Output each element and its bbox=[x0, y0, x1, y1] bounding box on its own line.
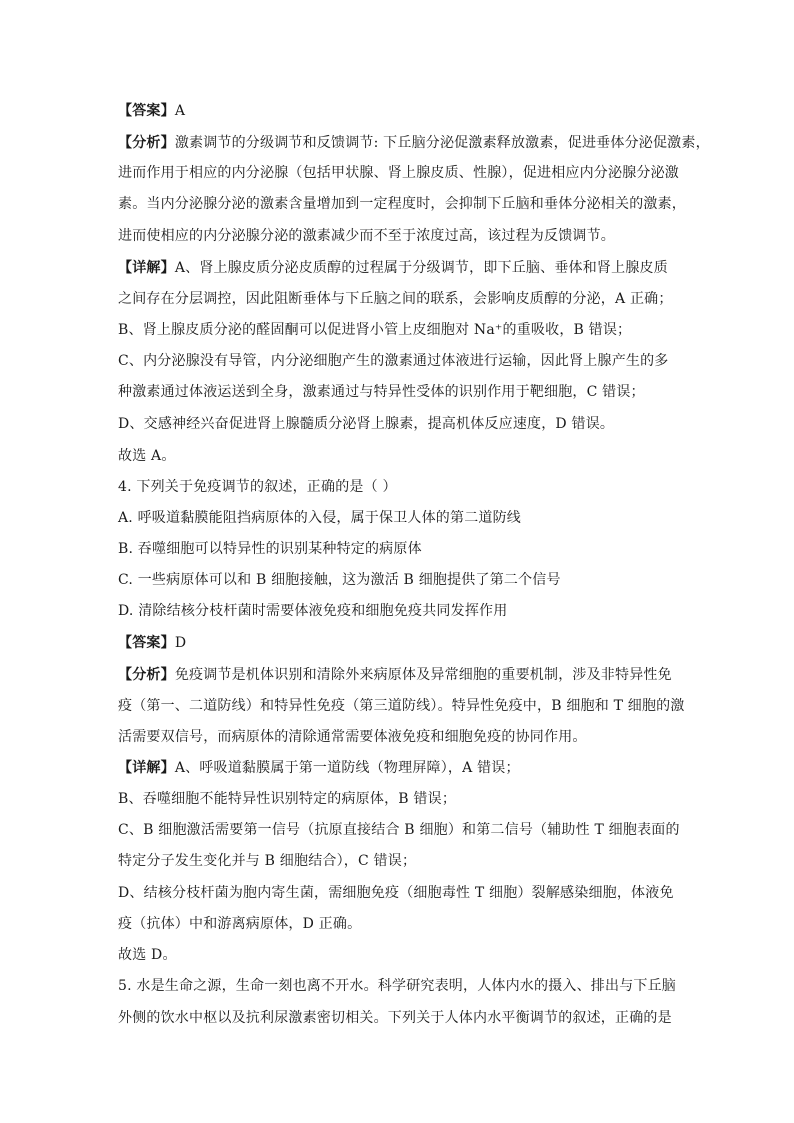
q4-option-a: A. 呼吸道黏膜能阻挡病原体的入侵，属于保卫人体的第二道防线 bbox=[118, 510, 522, 526]
q3-conclusion: 故选 A。 bbox=[118, 448, 176, 464]
answer-value: A bbox=[174, 103, 186, 119]
q4-option-b: B. 吞噬细胞可以特异性的识别某种特定的病原体 bbox=[118, 541, 422, 557]
q4-detail-line-2: B、吞噬细胞不能特异性识别特定的病原体，B 错误； bbox=[118, 791, 457, 807]
q3-detail-line-6: D、交感神经兴奋促进肾上腺髓质分泌肾上腺素，提高机体反应速度，D 错误。 bbox=[118, 416, 615, 432]
q4-analysis-line-2: 疫（第一、二道防线）和特异性免疫（第三道防线）。特异性免疫中，B 细胞和 T 细胞的激 bbox=[118, 698, 685, 714]
q3-analysis-line-1: 【分析】激素调节的分级调节和反馈调节: 下丘脑分泌促激素释放激素，促进垂体分泌促激素， bbox=[118, 135, 710, 151]
q5-stem-line-1: 5. 水是生命之源，生命一刻也离不开水。科学研究表明，人体内水的摄入、排出与下丘脑 bbox=[118, 978, 677, 994]
q3-answer bbox=[118, 101, 185, 121]
detail-tag: 【详解】 bbox=[118, 760, 175, 776]
answer-tag: 【答案】 bbox=[118, 635, 175, 651]
q4-analysis-line-1: 【分析】免疫调节是机体识别和清除外来病原体及异常细胞的重要机制，涉及非特异性免 bbox=[118, 667, 672, 683]
q4-detail-line-4: 特定分子发生变化并与 B 细胞结合），C 错误； bbox=[118, 853, 417, 869]
q4-detail-line-3: C、B 细胞激活需要第一信号（抗原直接结合 B 细胞）和第二信号（辅助性 T 细胞表面的 bbox=[118, 822, 680, 838]
q4-detail-line-5: D、结核分枝杆菌为胞内寄生菌，需细胞免疫（细胞毒性 T 细胞）裂解感染细胞，体液免 bbox=[118, 885, 674, 901]
q4-analysis-line-3: 活需要双信号，而病原体的清除通常需要体液免疫和细胞免疫的协同作用。 bbox=[118, 729, 587, 745]
q3-detail-line-4: C、内分泌腺没有导管，内分泌细胞产生的激素通过体液进行运输，因此肾上腺产生的多 bbox=[118, 353, 669, 369]
detail-tag: 【详解】 bbox=[118, 260, 175, 276]
q4-stem: 4. 下列关于免疫调节的叙述，正确的是（ ） bbox=[118, 479, 397, 495]
analysis-tag: 【分析】 bbox=[118, 135, 175, 151]
answer-tag: 【答案】 bbox=[118, 103, 175, 119]
q3-detail-line-2: 之间存在分层调控，因此阻断垂体与下丘脑之间的联系，会影响皮质醇的分泌，A 正确； bbox=[118, 291, 673, 307]
q4-detail-line-1: 【详解】A、呼吸道黏膜属于第一道防线（物理屏障），A 错误； bbox=[118, 760, 520, 776]
q3-detail-line-3: B、肾上腺皮质分泌的醛固酮可以促进肾小管上皮细胞对 Na⁺的重吸收，B 错误； bbox=[118, 322, 632, 338]
q3-analysis-line-3: 素。当内分泌腺分泌的激素含量增加到一定程度时，会抑制下丘脑和垂体分泌相关的激素， bbox=[118, 196, 686, 212]
q3-detail-line-5: 种激素通过体液运送到全身，激素通过与特异性受体的识别作用于靶细胞，C 错误； bbox=[118, 384, 645, 400]
analysis-tag: 【分析】 bbox=[118, 667, 175, 683]
q3-detail-line-1: 【详解】A、肾上腺皮质分泌皮质醇的过程属于分级调节，即下丘脑、垂体和肾上腺皮质 bbox=[118, 260, 668, 276]
q4-option-d: D. 清除结核分枝杆菌时需要体液免疫和细胞免疫共同发挥作用 bbox=[118, 603, 508, 619]
q4-detail-line-6: 疫（抗体）中和游离病原体，D 正确。 bbox=[118, 916, 362, 932]
q4-answer bbox=[118, 633, 186, 653]
q5-stem-line-2: 外侧的饮水中枢以及抗利尿激素密切相关。下列关于人体内水平衡调节的叙述，正确的是 bbox=[118, 1010, 672, 1026]
q4-conclusion: 故选 D。 bbox=[118, 947, 177, 963]
q4-option-c: C. 一些病原体可以和 B 细胞接触，这为激活 B 细胞提供了第二个信号 bbox=[118, 572, 561, 588]
answer-value: D bbox=[174, 635, 187, 651]
q3-analysis-line-2: 进而作用于相应的内分泌腺（包括甲状腺、肾上腺皮质、性腺），促进相应内分泌腺分泌激 bbox=[118, 165, 679, 181]
q3-analysis-line-4: 进而使相应的内分泌腺分泌的激素减少而不至于浓度过高，该过程为反馈调节。 bbox=[118, 228, 615, 244]
